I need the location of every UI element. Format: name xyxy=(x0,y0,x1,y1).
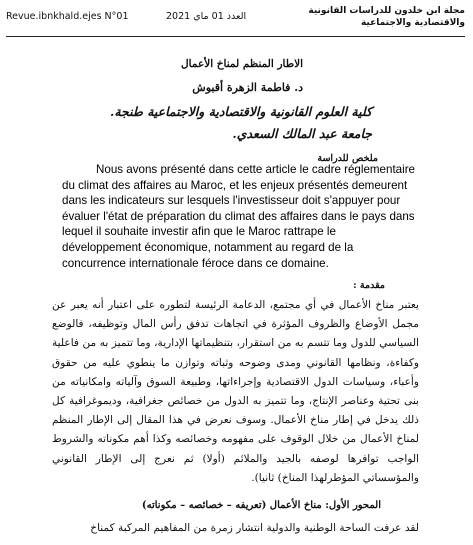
abstract-text: Nous avons présenté dans cette article le cadre réglementaire du climat des affaires au Maroc, et les enjeux présentés demeurent dans les indicateurs sur lesquels l'investisseur doit s'appuyer pour évaluer l'état de préparation du climat des affaires dans le pays dans lequel il souhaite investir afin que le Maroc rattrape le développement économique, notamment au regard de la concurrence internationale féroce dans ce domaine. xyxy=(62,163,416,270)
journal-name-line2: والاقتصادية والاجتماعية xyxy=(360,18,465,28)
abstract-label: ملخص للدراسة xyxy=(317,153,378,164)
issue-date: العدد 01 ماي 2021 xyxy=(166,11,247,22)
journal-name-line1: مجلة ابن خلدون للدراسات القانونية xyxy=(308,6,465,16)
affiliation-university: جامعة عبد المالك السعدي. xyxy=(232,126,372,141)
header-divider xyxy=(6,36,465,37)
introduction-paragraph: يعتبر مناخ الأعمال في أي مجتمع، الدعامة الرئيسة لتطوره على اعتبار أنه يعبر عن مجمل الأوضاع والظروف المؤثرة في اتجاهات تدفق رأس المال وتوظيفه، فالوضع السياسي للدول وما تتسم به من استقرار، بتنظيماتها الإدارية، وما تتميز به من فاعلية وكفاءة، ونظامها القانوني ومدى وضوحه وثباته وتوازن ما ينطوي عليه من حقوق وأعباء، وسياسات الدول الاقتصادية وإجراءاتها، وطبيعة السوق وآلياته وامكانياته من بنى تحتية وعناصر الإنتاج، وما تتميز به الدول من خصائص جغرافية، وديموغرافية كل ذلك يدخل في إطار مناخ الأعمال. وسوف نعرض في هذا المقال إلى الإطار المنظم لمناخ الأعمال من خلال الوقوف على مفهومه وخصائصه وكذا أهم مكوناته والشروط الواجب توافرها لوصفه بالجيد والملائم (أولا) ثم نعرج إلى الإطار القانوني والمؤسساتي المؤطرلهذا المناخ) ثانيا). xyxy=(52,299,419,484)
introduction-label: مقدمة : xyxy=(353,280,385,291)
affiliation-faculty: كلية العلوم القانونية والاقتصادية والاجتماعية طنجة. xyxy=(110,104,372,119)
journal-reference: Revue.ibnkhald.ejes N°01 xyxy=(6,11,129,22)
journal-header xyxy=(6,4,465,44)
journal-name xyxy=(308,5,465,29)
section-heading: المحور الأول: مناخ الأعمال (تعريفه – خصائصه – مكوناته) xyxy=(141,500,381,511)
abstract-body xyxy=(62,162,418,271)
article-title: الاطار المنظم لمناخ الأعمال xyxy=(181,58,303,70)
section-first-line: لقد عرفت الساحة الوطنية والدولية انتشار زمرة من المفاهيم المركبة كمناخ xyxy=(90,522,419,534)
author-name: د. فاطمة الزهرة أقبوش xyxy=(192,81,303,94)
